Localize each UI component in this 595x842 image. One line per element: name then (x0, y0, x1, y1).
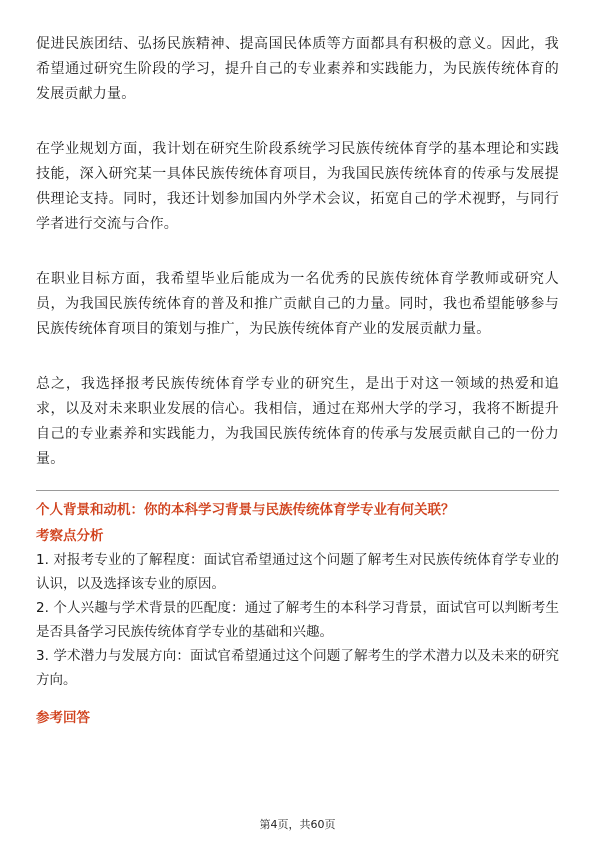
body-paragraph-1: 促进民族团结、弘扬民族精神、提高国民体质等方面都具有积极的意义。因此，我希望通过研究生阶段的学习，提升自己的专业素养和实践能力，为民族传统体育的发展贡献力量。 (36, 36, 559, 102)
analysis-heading: 考察点分析 (36, 528, 104, 544)
interview-question: 个人背景和动机：你的本科学习背景与民族传统体育学专业有何关联？ (36, 502, 455, 518)
analysis-item-1: 1. 对报考专业的了解程度：面试官希望通过这个问题了解考生对民族传统体育学专业的认识，以及选择该专业的原因。 (36, 552, 559, 592)
body-paragraph-2: 在学业规划方面，我计划在研究生阶段系统学习民族传统体育学的基本理论和实践技能，深入研究某一具体民族传统体育项目，为我国民族传统体育的传承与发展提供理论支持。同时，我还计划参加国内外学术会议，拓宽自己的学术视野，与同行学者进行交流与合作。 (36, 141, 559, 232)
reference-answer-heading: 参考回答 (36, 710, 90, 726)
body-paragraph-4: 总之，我选择报考民族传统体育学专业的研究生，是出于对这一领域的热爱和追求，以及对未来职业发展的信心。我相信，通过在郑州大学的学习，我将不断提升自己的专业素养和实践能力，为我国民族传统体育的传承与发展贡献自己的一份力量。 (36, 376, 559, 467)
analysis-item-2: 2. 个人兴趣与学术背景的匹配度：通过了解考生的本科学习背景，面试官可以判断考生是否具备学习民族传统体育学专业的基础和兴趣。 (36, 600, 559, 640)
body-paragraph-3: 在职业目标方面，我希望毕业后能成为一名优秀的民族传统体育学教师或研究人员，为我国民族传统体育的普及和推广贡献自己的力量。同时，我也希望能够参与民族传统体育项目的策划与推广，为民族传统体育产业的发展贡献力量。 (36, 271, 559, 337)
section-divider (36, 490, 559, 491)
page-number-footer: 第4页，共60页 (259, 818, 336, 831)
analysis-item-3: 3. 学术潜力与发展方向：面试官希望通过这个问题了解考生的学术潜力以及未来的研究方向。 (36, 648, 559, 688)
